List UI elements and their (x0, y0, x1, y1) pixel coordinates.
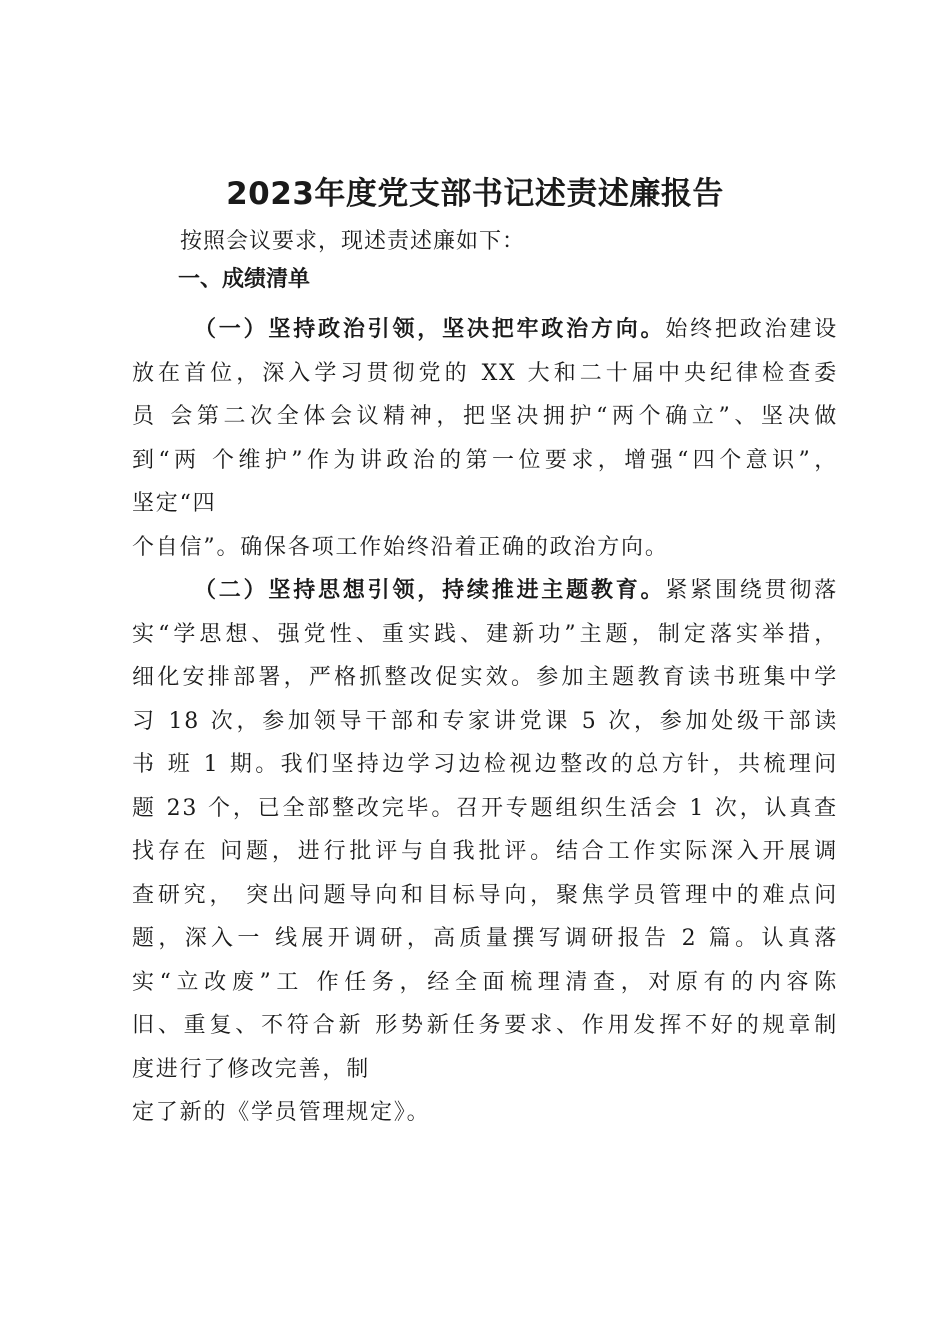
paragraph-line: 定了新的《学员管理规定》。 (132, 1100, 431, 1125)
paragraph-line: 实“学思想、强党性、重实践、建新功”主题，制定落实举措， (132, 621, 838, 647)
paragraph-line: 实“立改废”工 作任务，经全面梳理清查，对原有的内容陈 (132, 969, 838, 995)
paragraph-line: 放在首位，深入学习贯彻党的 XX 大和二十届中央纪律检查委 (132, 360, 838, 386)
paragraph-line: 坚定“四 (132, 491, 217, 516)
paragraph-line: 度进行了修改完善，制 (132, 1056, 371, 1082)
section-heading: 一、成绩清单 (178, 267, 311, 292)
paragraph-line: 个自信”。确保各项工作始终沿着正确的政治方向。 (132, 534, 669, 560)
paragraph-line: 习 18 次，参加领导干部和专家讲党课 5 次，参加处级干部读 (132, 708, 838, 734)
paragraph-line: 题，深入一 线展开调研，高质量撰写调研报告 2 篇。认真落 (132, 926, 838, 951)
paragraph-lead: （二）坚持思想引领，持续推进主题教育。 (194, 578, 666, 603)
paragraph-line: 到“两 个维护”作为讲政治的第一位要求，增强“四个意识”， (132, 447, 838, 473)
paragraph-political-guidance (132, 308, 838, 569)
paragraph-line: （二）坚持思想引领，持续推进主题教育。紧紧围绕贯彻落 (194, 578, 838, 603)
paragraph-line: 查研究， 突出问题导向和目标导向，聚焦学员管理中的难点问 (132, 882, 838, 908)
paragraph-line: 找存在 问题，进行批评与自我批评。结合工作实际深入开展调 (132, 839, 838, 864)
intro-text: 按照会议要求，现述责述廉如下： (180, 229, 526, 254)
document-title: 2023年度党支部书记述责述廉报告 (226, 176, 724, 212)
paragraph-line: 题 23 个，已全部整改完毕。召开专题组织生活会 1 次，认真查 (132, 795, 838, 821)
paragraph-line: 细化安排部署，严格抓整改促实效。参加主题教育读书班集中学 (132, 665, 838, 690)
paragraph-line: 书 班 1 期。我们坚持边学习边检视边整改的总方针，共梳理问 (132, 752, 838, 777)
paragraph-lead: （一）坚持政治引领，坚决把牢政治方向。 (194, 317, 666, 342)
paragraph-line: 员 会第二次全体会议精神，把坚决拥护“两个确立”、坚决做 (132, 404, 838, 429)
paragraph-line: 旧、重复、不符合新 形势新任务要求、作用发挥不好的规章制 (132, 1013, 838, 1038)
paragraph-thematic-education (132, 569, 838, 1135)
paragraph-line: （一）坚持政治引领，坚决把牢政治方向。始终把政治建设 (194, 317, 838, 342)
